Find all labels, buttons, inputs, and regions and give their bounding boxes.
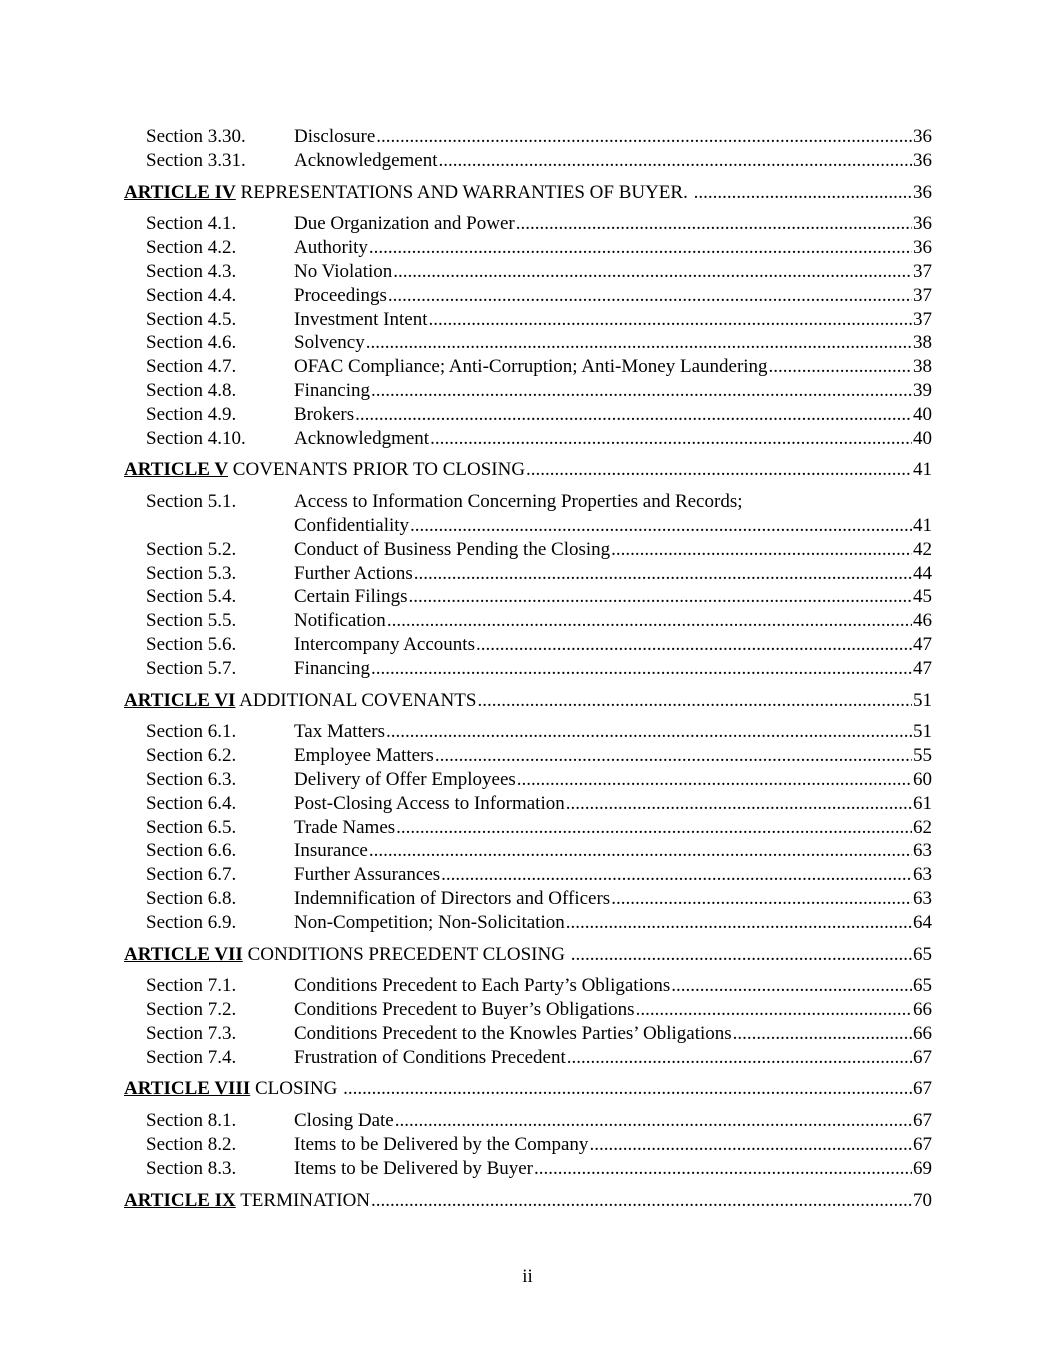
section-number: Section 6.6.	[146, 840, 237, 862]
toc-section-entry[interactable]	[124, 792, 932, 816]
table-of-contents	[124, 125, 932, 1220]
section-number: Section 6.8.	[146, 887, 237, 909]
dot-leader	[534, 1157, 912, 1181]
dot-leader	[671, 974, 912, 998]
page-ref: 63	[913, 840, 932, 862]
dot-leader	[571, 943, 912, 967]
toc-section-entry[interactable]	[124, 1046, 932, 1070]
page-ref: 38	[913, 356, 932, 378]
section-number: Section 8.3.	[146, 1157, 237, 1179]
article-number: ARTICLE V	[124, 459, 229, 481]
page-ref: 39	[913, 379, 932, 401]
section-number: Section 4.3.	[146, 260, 237, 282]
dot-leader	[369, 839, 912, 863]
section-number: Section 4.9.	[146, 403, 237, 425]
section-number: Section 4.6.	[146, 332, 237, 354]
section-title: Conditions Precedent to the Knowles Parties’ Obligations	[294, 1022, 732, 1044]
section-entry-line	[294, 720, 932, 744]
toc-section-entry[interactable]	[124, 355, 932, 379]
article-number: ARTICLE VII	[124, 943, 243, 965]
section-entry-line	[294, 657, 932, 681]
page-ref: 67	[913, 1134, 932, 1156]
section-number: Section 3.31.	[146, 149, 246, 171]
page-ref: 36	[913, 213, 932, 235]
dot-leader	[435, 744, 912, 768]
page-ref: 66	[913, 999, 932, 1021]
page-ref: 37	[913, 308, 932, 330]
toc-article-entry[interactable]	[124, 458, 932, 482]
article-title: TERMINATION	[235, 1189, 371, 1211]
section-entry-line	[294, 816, 932, 840]
section-title: Financing	[294, 657, 370, 679]
section-entry-line	[294, 1133, 932, 1157]
toc-section-entry[interactable]	[124, 125, 932, 149]
section-title: Trade Names	[294, 816, 396, 838]
toc-article-entry[interactable]	[124, 1077, 932, 1101]
section-title-line: Access to Information Concerning Properties and Records;	[294, 491, 743, 513]
section-number: Section 4.4.	[146, 284, 237, 306]
section-entry-line	[294, 768, 932, 792]
section-title: Notification	[294, 610, 386, 632]
section-number: Section 8.1.	[146, 1110, 237, 1132]
section-number: Section 6.1.	[146, 721, 237, 743]
section-title: Acknowledgment	[294, 427, 430, 449]
dot-leader	[611, 538, 912, 562]
toc-section-entry[interactable]	[124, 236, 932, 260]
section-number: Section 8.2.	[146, 1134, 237, 1156]
section-entry-line	[294, 284, 932, 308]
dot-leader	[393, 260, 912, 284]
section-entry-line	[294, 212, 932, 236]
dot-leader	[589, 1133, 912, 1157]
section-entry-line	[294, 514, 932, 538]
section-title: No Violation	[294, 260, 393, 282]
section-title: Authority	[294, 237, 368, 259]
page-ref: 36	[913, 126, 932, 147]
section-number: Section 5.3.	[146, 562, 237, 584]
section-number: Section 6.7.	[146, 864, 237, 886]
section-number: Section 5.7.	[146, 657, 237, 679]
page-ref: 65	[913, 975, 932, 997]
article-title: ADDITIONAL COVENANTS	[235, 689, 477, 711]
page-ref: 44	[913, 562, 932, 584]
section-entry-line	[294, 1157, 932, 1181]
page-ref: 45	[913, 586, 932, 608]
toc-section-entry[interactable]	[124, 974, 932, 998]
section-number: Section 5.5.	[146, 610, 237, 632]
article-title: CONDITIONS PRECEDENT CLOSING	[242, 943, 570, 965]
section-title: Due Organization and Power	[294, 213, 515, 235]
page-ref: 40	[913, 403, 932, 425]
toc-section-entry[interactable]	[124, 1133, 932, 1157]
section-title: Financing	[294, 379, 370, 401]
section-number: Section 5.6.	[146, 633, 237, 655]
dot-leader	[408, 585, 912, 609]
page-ref: 36	[913, 181, 932, 203]
dot-leader	[733, 1022, 912, 1046]
toc-section-entry[interactable]	[124, 816, 932, 840]
section-entry-line	[294, 403, 932, 427]
article-title: REPRESENTATIONS AND WARRANTIES OF BUYER.	[235, 181, 693, 203]
dot-leader	[611, 887, 912, 911]
section-title: Non-Competition; Non-Solicitation	[294, 911, 565, 933]
page-ref: 62	[913, 816, 932, 838]
section-entry-line	[294, 125, 932, 149]
toc-section-entry[interactable]	[124, 998, 932, 1022]
section-number: Section 6.9.	[146, 911, 237, 933]
toc-section-entry[interactable]	[124, 403, 932, 427]
section-title: Further Assurances	[294, 864, 441, 886]
dot-leader	[636, 998, 912, 1022]
section-title: Certain Filings	[294, 586, 408, 608]
page-ref: 69	[913, 1157, 932, 1179]
section-number: Section 3.30.	[146, 126, 246, 147]
dot-leader	[516, 212, 912, 236]
page-ref: 38	[913, 332, 932, 354]
toc-section-entry[interactable]	[124, 1157, 932, 1181]
page-ref: 64	[913, 911, 932, 933]
section-entry-line	[294, 863, 932, 887]
section-title: Items to be Delivered by Buyer	[294, 1157, 534, 1179]
dot-leader	[526, 458, 912, 482]
toc-article-entry[interactable]	[124, 1189, 932, 1213]
section-entry-line	[294, 744, 932, 768]
section-title: OFAC Compliance; Anti-Corruption; Anti-Money Laundering	[294, 356, 768, 378]
page-ref: 36	[913, 237, 932, 259]
dot-leader	[387, 609, 912, 633]
page-ref: 41	[913, 514, 932, 536]
section-title: Intercompany Accounts	[294, 633, 475, 655]
page-ref: 63	[913, 887, 932, 909]
section-title: Conditions Precedent to Each Party’s Obligations	[294, 975, 671, 997]
page-number: ii	[522, 1266, 533, 1287]
dot-leader	[388, 284, 912, 308]
toc-article-entry[interactable]	[124, 181, 932, 205]
section-entry-line	[294, 308, 932, 332]
section-number: Section 4.7.	[146, 356, 237, 378]
page-ref: 47	[913, 633, 932, 655]
section-number: Section 6.2.	[146, 745, 237, 767]
dot-leader	[371, 657, 912, 681]
dot-leader	[439, 149, 912, 173]
toc-section-entry[interactable]	[124, 1109, 932, 1133]
article-number: ARTICLE VI	[124, 689, 236, 711]
toc-section-entry[interactable]	[124, 331, 932, 355]
dot-leader	[566, 792, 912, 816]
toc-section-entry[interactable]	[124, 427, 932, 451]
section-title: Brokers	[294, 403, 355, 425]
section-title: Acknowledgement	[294, 149, 438, 171]
dot-leader	[430, 427, 912, 451]
page-ref: 51	[913, 689, 932, 711]
section-entry-line	[294, 839, 932, 863]
section-title: Solvency	[294, 332, 365, 354]
section-title: Frustration of Conditions Precedent	[294, 1046, 566, 1068]
page-ref: 51	[913, 721, 932, 743]
page-ref: 67	[913, 1110, 932, 1132]
toc-section-entry[interactable]	[124, 839, 932, 863]
dot-leader	[769, 355, 912, 379]
section-entry-line	[294, 1109, 932, 1133]
section-entry-line	[294, 974, 932, 998]
section-title: Post-Closing Access to Information	[294, 792, 565, 814]
section-number: Section 6.3.	[146, 768, 237, 790]
page-ref: 40	[913, 427, 932, 449]
dot-leader	[517, 768, 912, 792]
page-ref: 37	[913, 284, 932, 306]
dot-leader	[371, 1189, 912, 1213]
toc-section-entry[interactable]	[124, 657, 932, 681]
dot-leader	[567, 1046, 912, 1070]
page-ref: 63	[913, 864, 932, 886]
article-number: ARTICLE VIII	[124, 1078, 251, 1100]
page-ref: 61	[913, 792, 932, 814]
toc-section-entry[interactable]	[124, 562, 932, 586]
section-number: Section 5.4.	[146, 586, 237, 608]
dot-leader	[369, 236, 912, 260]
section-entry-line	[294, 427, 932, 451]
dot-leader	[355, 403, 912, 427]
section-title: Conditions Precedent to Buyer’s Obligations	[294, 999, 635, 1021]
dot-leader	[477, 689, 912, 713]
section-title: Further Actions	[294, 562, 413, 584]
section-title: Delivery of Offer Employees	[294, 768, 516, 790]
page-ref: 36	[913, 149, 932, 171]
dot-leader	[371, 379, 912, 403]
section-number: Section 5.2.	[146, 538, 237, 560]
dot-leader	[441, 863, 912, 887]
article-number: ARTICLE IX	[124, 1189, 236, 1211]
dot-leader	[366, 331, 912, 355]
section-entry-line	[294, 149, 932, 173]
section-number: Section 4.10.	[146, 427, 246, 449]
page-ref: 67	[913, 1078, 932, 1100]
toc-section-entry[interactable]	[124, 768, 932, 792]
section-number: Section 4.8.	[146, 379, 237, 401]
dot-leader	[414, 562, 912, 586]
dot-leader	[566, 911, 912, 935]
toc-section-entry[interactable]	[124, 379, 932, 403]
section-title: Insurance	[294, 840, 368, 862]
section-number: Section 4.2.	[146, 237, 237, 259]
page-ref: 65	[913, 943, 932, 965]
page-ref: 46	[913, 610, 932, 632]
section-number: Section 7.1.	[146, 975, 237, 997]
toc-section-entry[interactable]	[124, 260, 932, 284]
toc-section-entry[interactable]	[124, 284, 932, 308]
section-entry-line	[294, 562, 932, 586]
page-ref: 55	[913, 745, 932, 767]
toc-section-entry[interactable]	[124, 490, 932, 538]
section-entry-line	[294, 792, 932, 816]
section-title: Employee Matters	[294, 745, 434, 767]
section-entry-line	[294, 260, 932, 284]
dot-leader	[429, 308, 913, 332]
page-ref: 67	[913, 1046, 932, 1068]
section-number: Section 7.2.	[146, 999, 237, 1021]
section-number: Section 5.1.	[146, 491, 237, 513]
toc-section-entry[interactable]	[124, 609, 932, 633]
page-ref: 60	[913, 768, 932, 790]
section-entry-line	[294, 236, 932, 260]
page-ref: 66	[913, 1022, 932, 1044]
toc-section-entry[interactable]	[124, 720, 932, 744]
dot-leader	[410, 514, 912, 538]
dot-leader	[343, 1077, 912, 1101]
page-ref: 41	[913, 459, 932, 481]
section-entry-line	[294, 911, 932, 935]
section-entry-line	[294, 609, 932, 633]
toc-section-entry[interactable]	[124, 1022, 932, 1046]
section-entry-line	[294, 998, 932, 1022]
section-entry-line	[294, 538, 932, 562]
section-title: Indemnification of Directors and Officers	[294, 887, 611, 909]
section-title: Closing Date	[294, 1110, 394, 1132]
section-title: Items to be Delivered by the Company	[294, 1134, 589, 1156]
section-entry-line	[294, 379, 932, 403]
section-entry-line	[294, 585, 932, 609]
section-number: Section 7.3.	[146, 1022, 237, 1044]
section-title: Proceedings	[294, 284, 387, 306]
page-ref: 47	[913, 657, 932, 679]
section-entry-line	[294, 331, 932, 355]
dot-leader	[386, 720, 912, 744]
page-ref: 70	[913, 1189, 932, 1211]
section-title: Investment Intent	[294, 308, 428, 330]
article-title: CLOSING	[250, 1078, 343, 1100]
section-entry-line	[294, 887, 932, 911]
dot-leader	[476, 633, 912, 657]
toc-section-entry[interactable]	[124, 585, 932, 609]
page-ref: 42	[913, 538, 932, 560]
toc-article-entry[interactable]	[124, 943, 932, 967]
section-entry-line	[294, 633, 932, 657]
toc-section-entry[interactable]	[124, 887, 932, 911]
toc-section-entry[interactable]	[124, 744, 932, 768]
section-entry-line	[294, 355, 932, 379]
section-number: Section 6.5.	[146, 816, 237, 838]
section-title: Tax Matters	[294, 721, 386, 743]
section-number: Section 4.5.	[146, 308, 237, 330]
toc-section-entry[interactable]	[124, 308, 932, 332]
page-ref: 37	[913, 260, 932, 282]
dot-leader	[376, 125, 912, 149]
toc-section-entry[interactable]	[124, 149, 932, 173]
toc-article-entry[interactable]	[124, 689, 932, 713]
section-title: Disclosure	[294, 126, 376, 147]
section-number: Section 7.4.	[146, 1046, 237, 1068]
section-title: Conduct of Business Pending the Closing	[294, 538, 611, 560]
toc-section-entry[interactable]	[124, 538, 932, 562]
dot-leader	[694, 181, 912, 205]
article-title: COVENANTS PRIOR TO CLOSING	[228, 459, 526, 481]
dot-leader	[396, 816, 912, 840]
section-number: Section 6.4.	[146, 792, 237, 814]
dot-leader	[395, 1109, 912, 1133]
section-title: Confidentiality	[294, 514, 410, 536]
article-number: ARTICLE IV	[124, 181, 236, 203]
section-number: Section 4.1.	[146, 213, 237, 235]
toc-section-entry[interactable]	[124, 863, 932, 887]
toc-section-entry[interactable]	[124, 633, 932, 657]
section-entry-line	[294, 1046, 932, 1070]
section-entry-line	[294, 1022, 932, 1046]
toc-section-entry[interactable]	[124, 911, 932, 935]
toc-section-entry[interactable]	[124, 212, 932, 236]
